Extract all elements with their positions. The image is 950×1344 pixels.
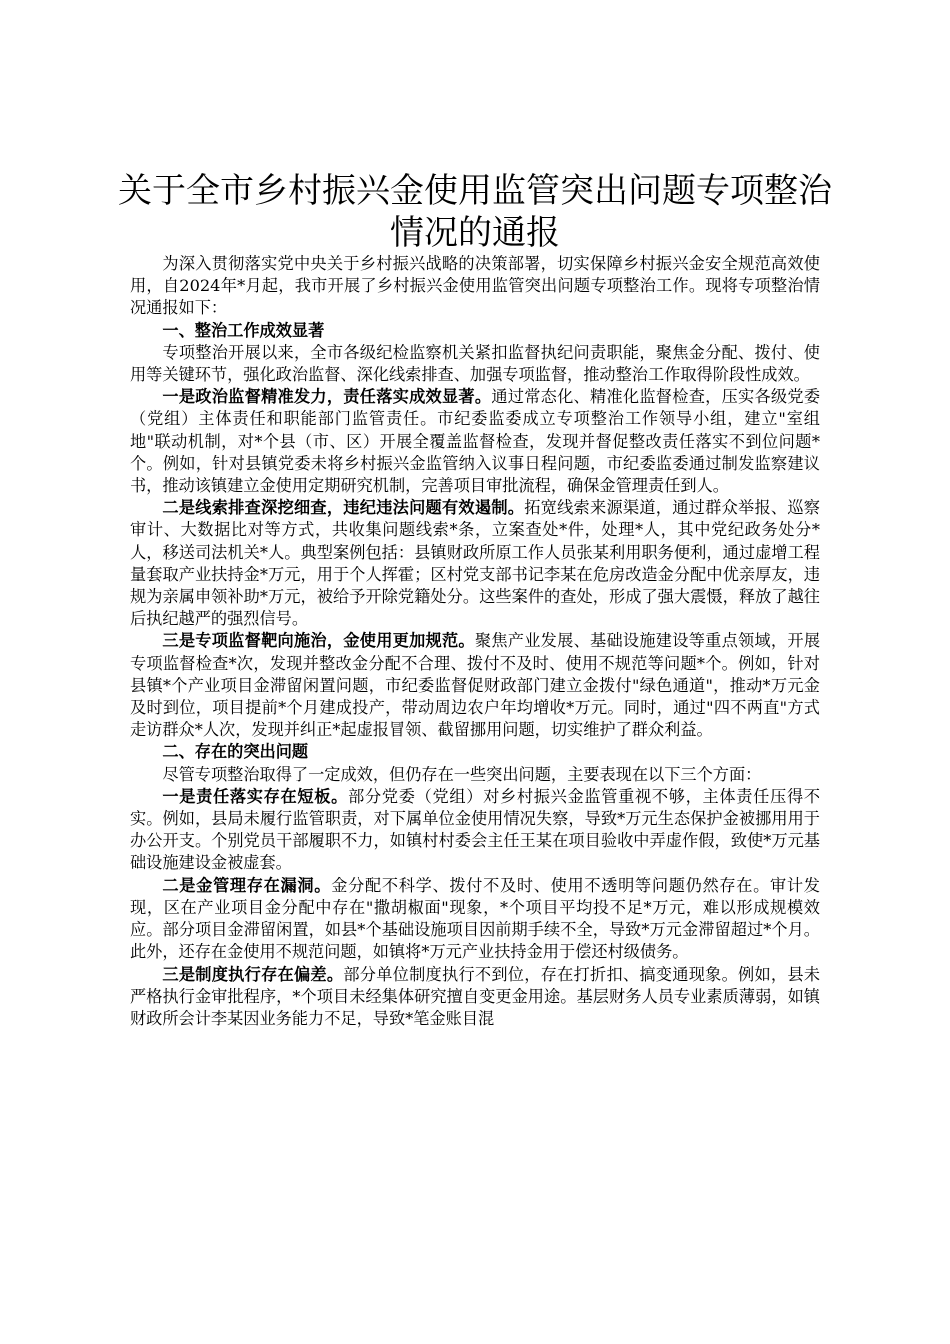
item-lead: 一是责任落实存在短板。	[162, 786, 349, 806]
item-lead: 二是线索排查深挖细查，违纪违法问题有效遏制。	[162, 498, 525, 518]
document-body	[130, 253, 820, 1030]
item-text: 聚焦产业发展、基础设施建设等重点领域，开展专项监督检查*次，发现并整改金分配不合理、拨付不及时、使用不规范等问题*个。例如，针对县镇*个产业项目金滞留闲置问题，市纪委监督促财政部门建立金拨付"绿色通道"，推动*万元金及时到位，项目提前*个月建成投产，带动周边农户年均增收*万元。同时，通过"四不两直"方式走访群众*人次，发现并纠正*起虚报冒领、截留挪用问题，切实维护了群众利益。	[130, 631, 821, 740]
section-heading-2: 二、存在的突出问题	[162, 742, 309, 762]
section-1-item-3	[130, 630, 820, 741]
section-2-item-1	[130, 786, 820, 875]
document-title: 关于全市乡村振兴金使用监管突出问题专项整治情况的通报	[118, 171, 832, 253]
item-lead: 一是政治监督精准发力，责任落实成效显著。	[162, 387, 492, 407]
item-lead: 三是专项监督靶向施治，金使用更加规范。	[162, 631, 475, 651]
section-1-intro: 专项整治开展以来，全市各级纪检监察机关紧扣监督执纪问责职能，聚焦金分配、拨付、使用等关键环节，强化政治监督、深化线索排查、加强专项监督，推动整治工作取得阶段性成效。	[130, 342, 820, 385]
item-lead: 二是金管理存在漏洞。	[162, 875, 332, 895]
item-lead: 三是制度执行存在偏差。	[162, 964, 344, 984]
section-2-item-3	[130, 964, 820, 1031]
item-text: 部分党委（党组）对乡村振兴金监管重视不够，主体责任压得不实。例如，县局未履行监管职责，对下属单位金使用情况失察，导致*万元生态保护金被挪用用于办公开支。个别党员干部履职不力，如镇村村委会主任王某在项目验收中弄虚作假，致使*万元基础设施建设金被虚套。	[130, 786, 821, 873]
section-2-intro: 尽管专项整治取得了一定成效，但仍存在一些突出问题，主要表现在以下三个方面：	[162, 764, 762, 784]
section-heading-1: 一、整治工作成效显著	[162, 320, 325, 340]
section-1-item-1	[130, 386, 820, 497]
intro-paragraph: 为深入贯彻落实党中央关于乡村振兴战略的决策部署，切实保障乡村振兴金安全规范高效使用，自2024年*月起，我市开展了乡村振兴金使用监管突出问题专项整治工作。现将专项整治情况通报如下：	[130, 254, 820, 318]
item-text: 通过常态化、精准化监督检查，压实各级党委（党组）主体责任和职能部门监管责任。市纪委监委成立专项整治工作领导小组，建立"室组地"联动机制，对*个县（市、区）开展全覆盖监督检查，发现并督促整改责任落实不到位问题*个。例如，针对县镇党委未将乡村振兴金监管纳入议事日程问题，市纪委监委通过制发监察建议书，推动该镇建立金使用定期研究机制，完善项目审批流程，确保金管理责任到人。	[130, 387, 821, 496]
section-1-item-2	[130, 497, 820, 630]
item-text: 部分单位制度执行不到位，存在打折扣、搞变通现象。例如，县未严格执行金审批程序，*个项目未经集体研究擅自变更金用途。基层财务人员专业素质薄弱，如镇财政所会计李某因业务能力不足，导致*笔金账目混	[130, 964, 821, 1028]
item-text: 拓宽线索来源渠道，通过群众举报、巡察审计、大数据比对等方式，共收集问题线索*条，立案查处*件，处理*人，其中党纪政务处分*人，移送司法机关*人。典型案例包括：县镇财政所原工作人员张某利用职务便利，通过虚增工程量套取产业扶持金*万元，用于个人挥霍；区村党支部书记李某在危房改造金分配中优亲厚友，违规为亲属申领补助*万元，被给予开除党籍处分。这些案件的查处，形成了强大震慑，释放了越往后执纪越严的强烈信号。	[130, 498, 820, 629]
section-2-item-2	[130, 875, 820, 964]
item-text: 金分配不科学、拨付不及时、使用不透明等问题仍然存在。审计发现，区在产业项目金分配中存在"撒胡椒面"现象，*个项目平均投不足*万元，难以形成规模效应。部分项目金滞留闲置，如县*个基础设施项目因前期手续不全，导致*万元金滞留超过*个月。此外，还存在金使用不规范问题，如镇将*万元产业扶持金用于偿还村级债务。	[130, 875, 820, 962]
